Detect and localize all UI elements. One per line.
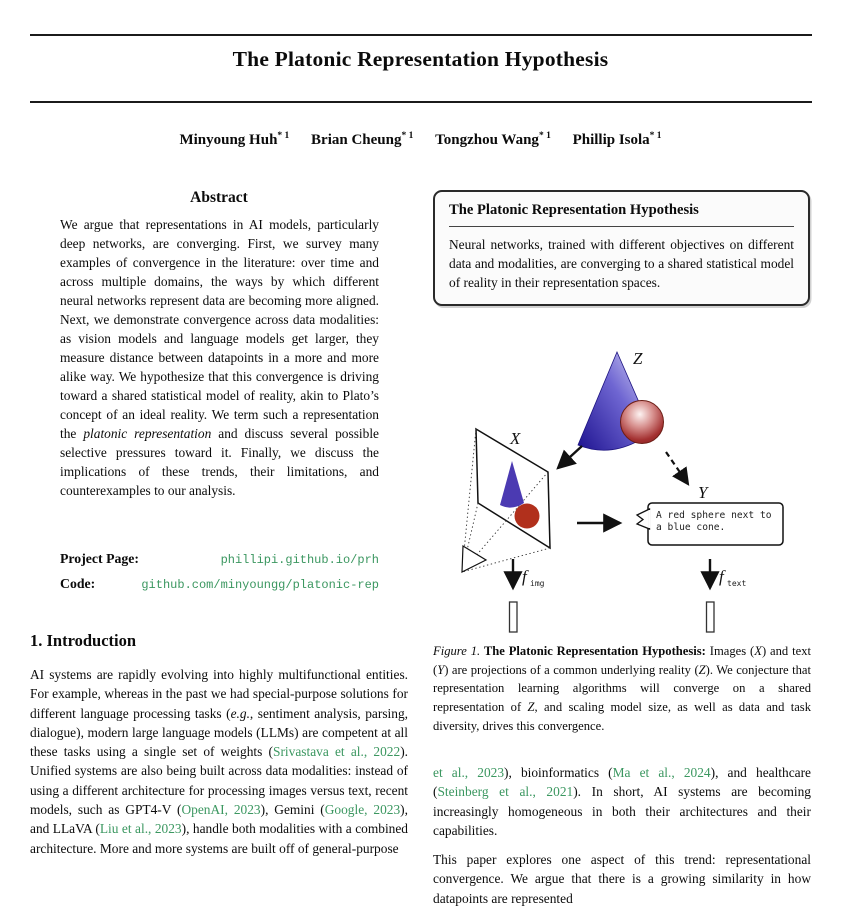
text-segment: ). In short, AI systems are becoming increasingly homogeneous in both their architectures and their capabilities. [433, 784, 811, 838]
author-name: Phillip Isola [572, 132, 650, 148]
top-rule [30, 34, 812, 36]
section-heading-introduction: 1. Introduction [30, 631, 137, 650]
text-segment: We argue that representations in AI models, particularly deep networks, are converging. First, we survey many examples of convergence in the literature: over time and across multiple domains, the ways by which different neural networks represent data are becoming more aligned. Next, we demonstrate convergence across data modalities: as vision models and language models get larger, they measure distance between datapoints in a more and more alike way. We hypothesize that this convergence is driving toward a shared statistical model of reality, akin to Plato’s concept of an ideal reality. We term such a representation the [60, 217, 379, 441]
text-segment: Y [437, 662, 445, 677]
author-name: Brian Cheung [311, 132, 402, 148]
introduction-text [30, 665, 408, 858]
bubble-text-line-1: A red sphere next to [656, 510, 772, 521]
text-segment: ), bioinformatics ( [504, 765, 613, 780]
code-link[interactable]: github.com/minyoungg/platonic-rep [141, 578, 379, 592]
text-segment: and discuss several possible selective pressures toward it. Finally, we discuss the implications of these trends, their limitations, and counterexamples to our analysis. [60, 426, 379, 498]
mid-rule [30, 101, 812, 103]
text-embedding-vector [707, 602, 715, 632]
f-text-symbol: f [719, 567, 724, 586]
text-segment: ), Gemini ( [260, 802, 325, 818]
text-segment: Figure 1. [433, 644, 481, 658]
hypothesis-box-body: Neural networks, trained with different objectives on different data and modalities, are converging to a shared statistical model of reality in their representation spaces. [449, 237, 794, 290]
dashed-arrow-z-to-y [666, 452, 688, 484]
author-4 [573, 132, 662, 148]
author-name: Tongzhou Wang [435, 132, 539, 148]
text-segment: ) are projections of a common underlying reality ( [444, 662, 699, 677]
text-segment: , and scaling model size, as well as data and task diversity, drives this convergence. [433, 700, 811, 733]
hypothesis-box-title: The Platonic Representation Hypothesis [449, 202, 699, 218]
text-segment: AI systems are rapidly evolving into highly multifunctional entities. For example, whereas in the past we had special-purpose solutions for different language processing tasks ( [30, 667, 408, 721]
author-affiliation-mark: * 1 [401, 131, 414, 141]
author-line [0, 131, 841, 149]
author-3 [435, 132, 551, 148]
citation-link[interactable]: Liu et al., 2023 [99, 821, 182, 837]
arrow-z-to-x [558, 446, 582, 468]
author-1 [179, 132, 289, 148]
project-page-label: Project Page: [60, 551, 140, 566]
camera-apex-triangle [462, 546, 486, 572]
text-segment: ). Unified systems are also being built across data modalities: instead of using a different architecture for processing images versus text, recent models, such as GPT4-V ( [30, 744, 408, 818]
text-segment: e.g. [230, 705, 250, 721]
hypothesis-callout-box [433, 190, 810, 306]
label-x: X [510, 429, 521, 448]
author-2 [311, 132, 413, 148]
text-segment: ), and healthcare ( [433, 765, 811, 800]
f-text-subscript: text [727, 579, 747, 588]
bubble-tail-mask [649, 510, 651, 528]
code-label: Code: [60, 576, 96, 591]
project-page-row [60, 551, 379, 576]
image-embedding-vector [510, 602, 518, 632]
f-img-symbol: f [522, 567, 527, 586]
text-segment: platonic representation [83, 426, 212, 441]
page-title: The Platonic Representation Hypothesis [232, 47, 609, 71]
figure-1-diagram [430, 332, 830, 644]
right-column-paragraph-1 [433, 763, 811, 840]
citation-link[interactable]: Google, 2023 [324, 802, 401, 818]
text-segment: X [754, 644, 762, 658]
text-segment: Z [527, 700, 535, 715]
citation-link[interactable]: OpenAI, 2023 [181, 802, 261, 818]
text-segment: The Platonic Representation Hypothesis: [480, 644, 706, 658]
red-sphere-projection [515, 504, 540, 529]
text-segment: ) and text ( [433, 644, 812, 677]
right-column-text [433, 763, 811, 908]
resource-links [60, 551, 379, 601]
text-segment: Images ( [705, 644, 755, 658]
text-segment: ), and LLaVA ( [30, 802, 408, 837]
bubble-tail [637, 509, 650, 529]
red-sphere-3d [621, 401, 664, 444]
citation-link[interactable]: Steinberg et al., 2021 [437, 784, 574, 800]
bubble-text-line-2: a blue cone. [656, 522, 726, 533]
label-y: Y [698, 483, 708, 502]
figure-1-caption [433, 642, 811, 736]
text-segment: ), handle both modalities with a combined architecture. More and more systems are built off of general-purpose [30, 821, 408, 856]
author-name: Minyoung Huh [179, 132, 278, 148]
project-page-link[interactable]: phillipi.github.io/prh [220, 553, 379, 567]
text-segment: , sentiment analysis, parsing, dialogue), modern large language models (LLMs) are competent at all these tasks using a single set of weights ( [30, 705, 408, 760]
right-column-paragraph-2 [433, 850, 811, 908]
author-affiliation-mark: * 1 [649, 131, 662, 141]
label-z: Z [633, 349, 643, 368]
text-segment: Z [698, 662, 706, 677]
code-row [60, 576, 379, 601]
text-segment: This paper explores one aspect of this trend: representational convergence. We argue that there is a growing similarity in how datapoints are represented [433, 852, 811, 906]
f-img-subscript: img [530, 579, 545, 588]
citation-link[interactable]: Ma et al., 2024 [612, 765, 711, 780]
abstract-text [60, 215, 379, 500]
hypothesis-box-divider [449, 226, 794, 227]
citation-link[interactable]: Srivastava et al., 2022 [273, 744, 401, 760]
author-affiliation-mark: * 1 [538, 131, 551, 141]
author-affiliation-mark: * 1 [277, 131, 290, 141]
text-segment: ). We conjecture that representation learning algorithms will converge on a shared representation of [433, 662, 811, 715]
abstract-heading: Abstract [190, 189, 248, 206]
citation-link[interactable]: et al., 2023 [433, 765, 505, 780]
